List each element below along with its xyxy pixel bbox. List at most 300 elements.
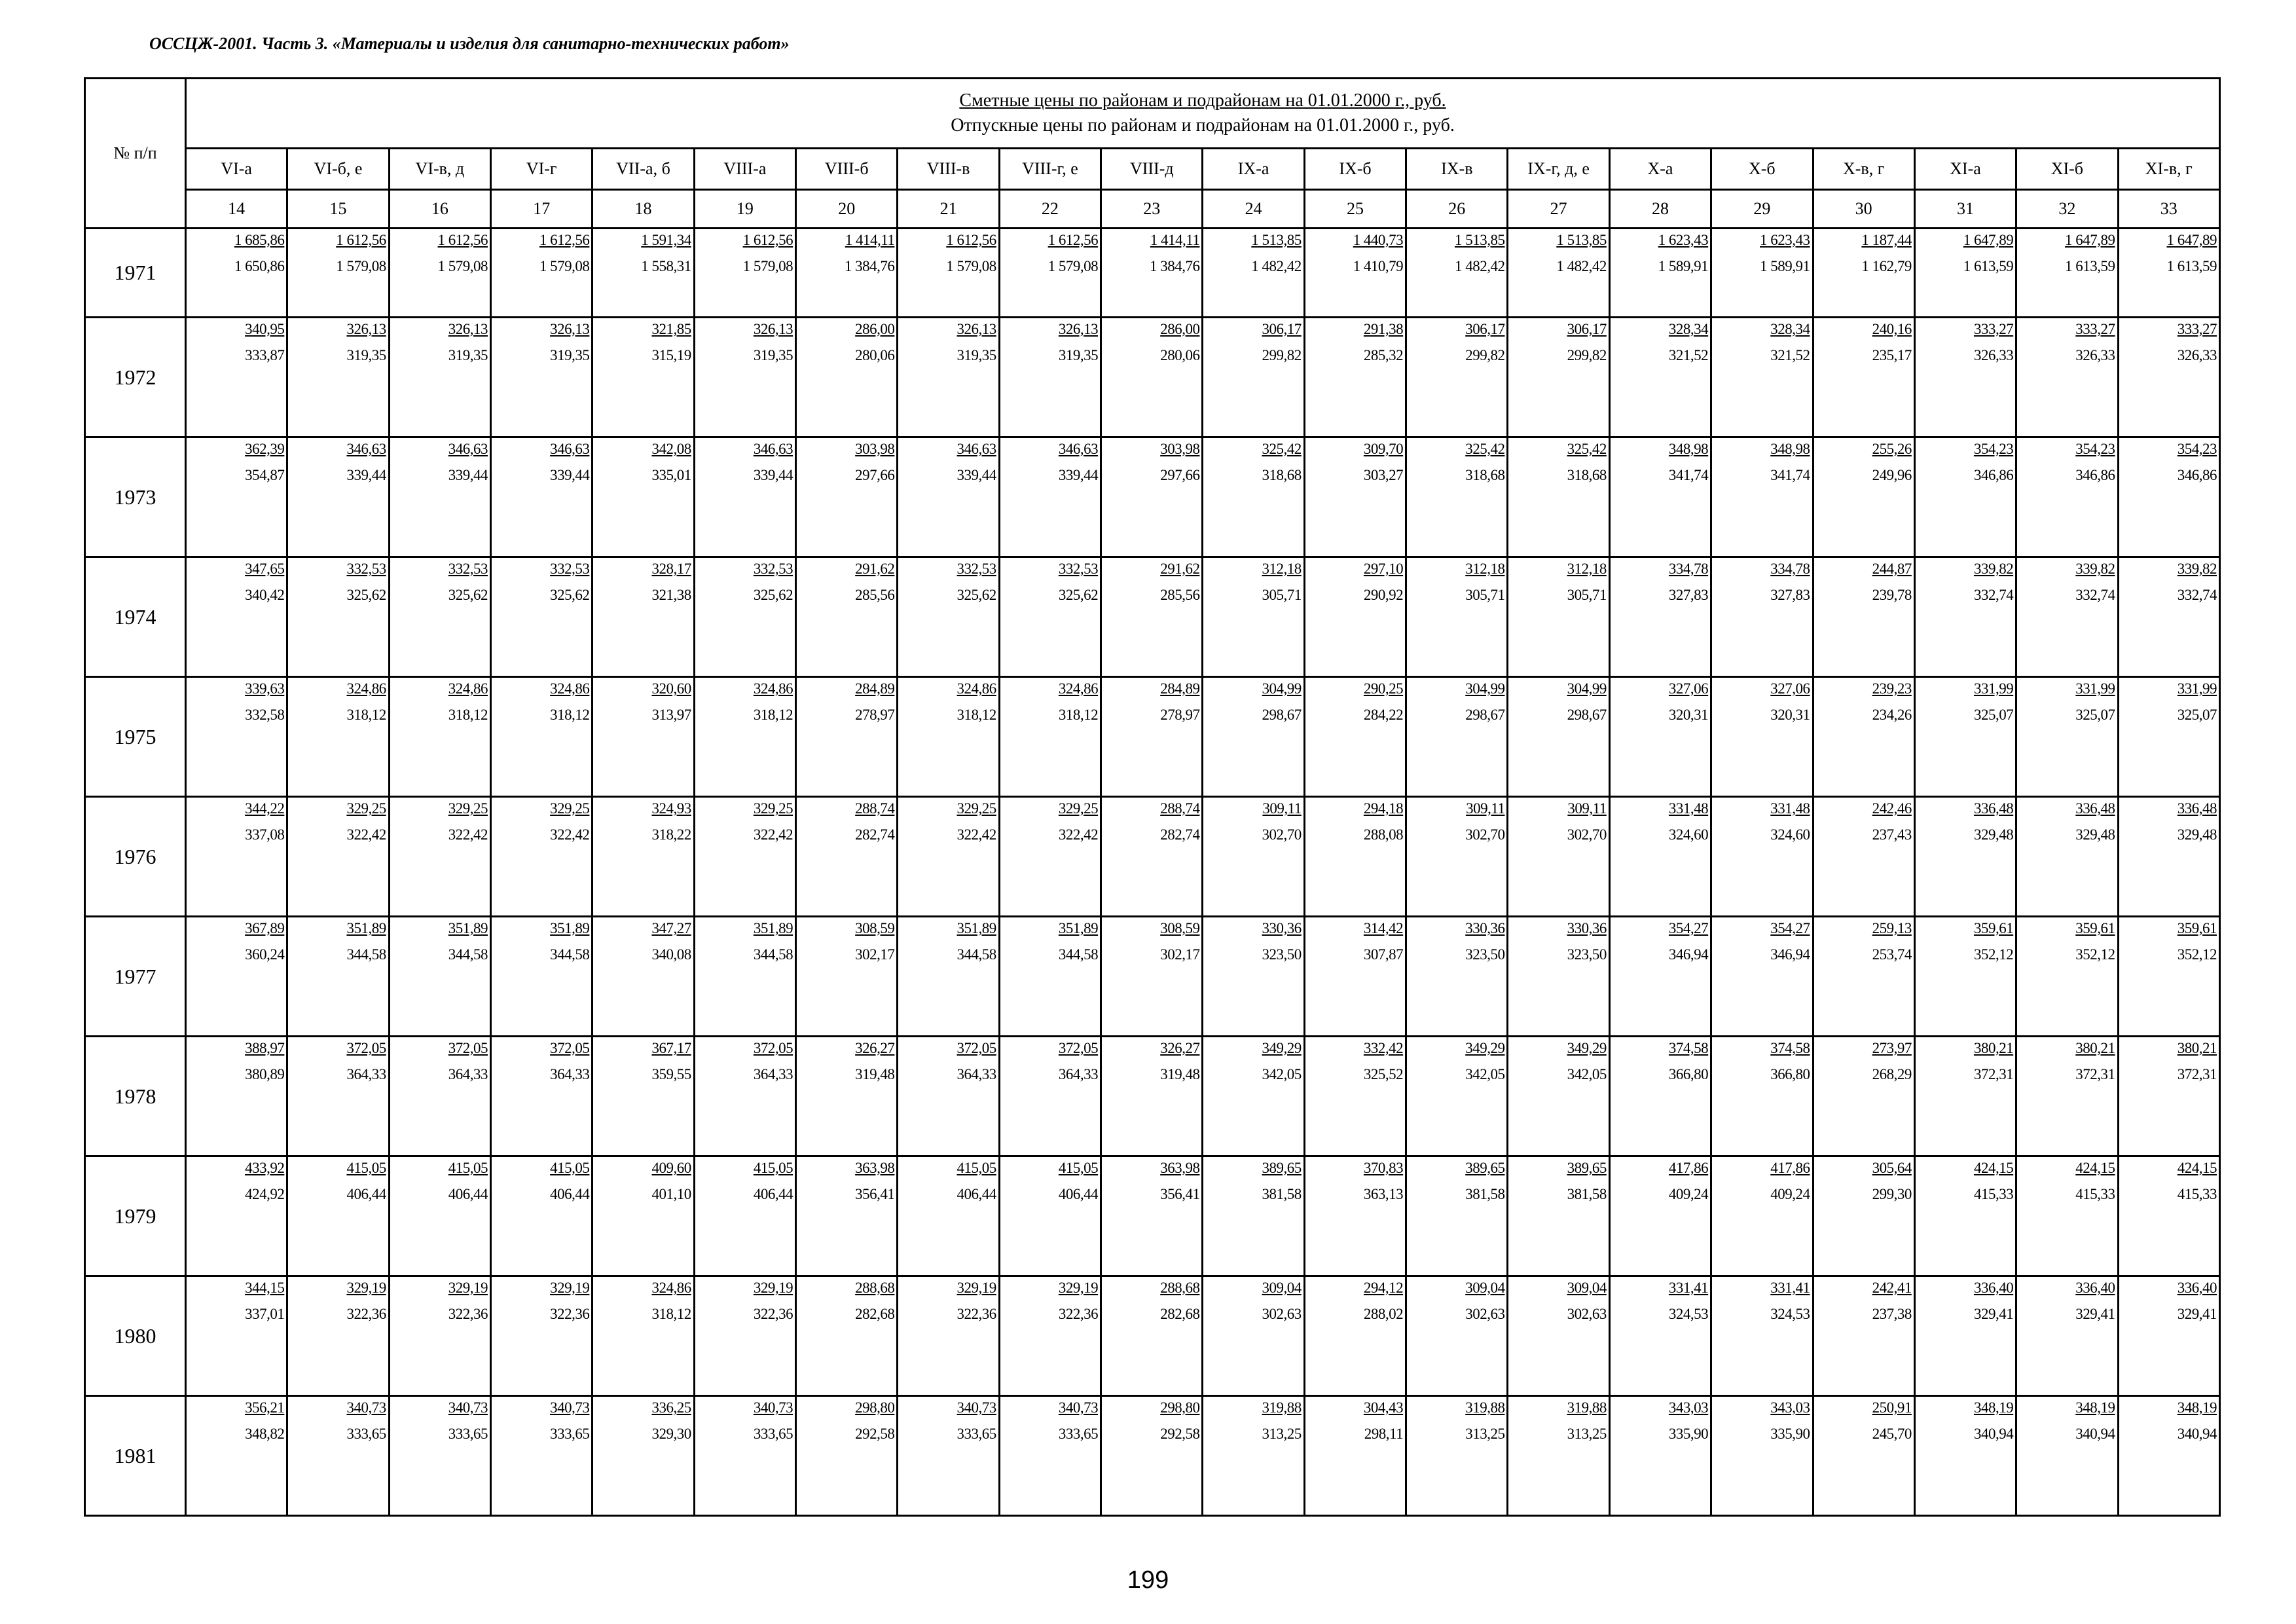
year-cell: 1979 [85, 1156, 186, 1276]
release-price: 302,63 [1262, 1306, 1302, 1322]
price-cell [1203, 1396, 1304, 1516]
price-cell [2118, 557, 2219, 677]
estimate-price: 312,18 [1262, 561, 1302, 577]
price-cell [1609, 1037, 1711, 1156]
release-price: 406,44 [753, 1186, 793, 1202]
release-price: 325,62 [1058, 587, 1099, 603]
release-price: 319,35 [448, 347, 488, 363]
column-number: 28 [1609, 190, 1711, 229]
price-cell [1711, 437, 1813, 557]
release-price: 298,67 [1465, 707, 1505, 723]
estimate-price: 294,12 [1363, 1280, 1404, 1296]
estimate-price: 372,05 [346, 1040, 386, 1056]
price-cell [1711, 917, 1813, 1037]
estimate-price: 305,64 [1872, 1160, 1912, 1176]
estimate-price: 346,63 [550, 441, 590, 457]
release-price: 401,10 [651, 1186, 691, 1202]
estimate-price: 349,29 [1465, 1040, 1505, 1056]
estimate-price: 303,98 [855, 441, 895, 457]
release-price: 235,17 [1872, 347, 1912, 363]
estimate-price: 325,42 [1567, 441, 1607, 457]
estimate-price: 319,88 [1262, 1399, 1302, 1416]
price-cell [1813, 437, 1914, 557]
price-cell [1203, 437, 1304, 557]
release-price: 288,08 [1363, 826, 1404, 843]
release-price: 359,55 [651, 1066, 691, 1082]
price-cell [2118, 1156, 2219, 1276]
estimate-price: 334,78 [1668, 561, 1709, 577]
price-cell [2016, 797, 2118, 917]
price-cell [1711, 1396, 1813, 1516]
estimate-price: 326,13 [753, 321, 793, 337]
estimate-price: 336,40 [2177, 1280, 2217, 1296]
price-cell [1101, 1396, 1203, 1516]
price-cell [186, 229, 287, 318]
estimate-price: 1 187,44 [1861, 232, 1912, 248]
price-cell [694, 318, 795, 437]
estimate-price: 372,05 [957, 1040, 996, 1056]
release-price: 299,30 [1872, 1186, 1912, 1202]
estimate-price: 329,25 [346, 800, 386, 817]
release-price: 333,65 [448, 1426, 488, 1442]
release-price: 333,65 [346, 1426, 386, 1442]
release-price: 321,38 [651, 587, 691, 603]
release-price: 339,44 [753, 467, 793, 483]
price-cell [796, 1396, 898, 1516]
release-price: 322,36 [1058, 1306, 1099, 1322]
price-cell [491, 1276, 592, 1396]
price-cell [389, 797, 490, 917]
estimate-price: 309,04 [1465, 1280, 1505, 1296]
estimate-price: 329,19 [448, 1280, 488, 1296]
price-cell [592, 1037, 694, 1156]
release-price: 342,05 [1262, 1066, 1302, 1082]
release-price: 364,33 [448, 1066, 488, 1082]
estimate-price: 309,04 [1567, 1280, 1607, 1296]
estimate-price: 1 647,89 [2166, 232, 2217, 248]
estimate-price: 1 414,11 [1150, 232, 1200, 248]
release-price: 406,44 [1058, 1186, 1099, 1202]
estimate-price: 291,62 [1160, 561, 1200, 577]
year-cell: 1981 [85, 1396, 186, 1516]
release-price: 1 482,42 [1556, 258, 1607, 274]
price-cell [1914, 677, 2016, 797]
price-cell [1406, 1396, 1508, 1516]
release-price: 278,97 [1160, 707, 1200, 723]
estimate-price: 348,98 [1668, 441, 1709, 457]
price-cell [1609, 318, 1711, 437]
estimate-price: 336,25 [651, 1399, 691, 1416]
price-cell [1508, 1276, 1609, 1396]
price-cell [1101, 318, 1203, 437]
estimate-price: 304,43 [1363, 1399, 1404, 1416]
release-price: 321,52 [1668, 347, 1709, 363]
estimate-price: 1 612,56 [437, 232, 488, 248]
column-number: 29 [1711, 190, 1813, 229]
price-cell [1406, 557, 1508, 677]
price-cell [898, 1276, 999, 1396]
estimate-price: 424,15 [1973, 1160, 2014, 1176]
estimate-price: 1 612,56 [742, 232, 793, 248]
estimate-price: 329,25 [448, 800, 488, 817]
price-cell [2016, 318, 2118, 437]
price-cell [694, 1156, 795, 1276]
estimate-price: 239,23 [1872, 680, 1912, 697]
price-cell [2118, 677, 2219, 797]
release-price: 406,44 [448, 1186, 488, 1202]
release-price: 322,42 [346, 826, 386, 843]
release-price: 337,08 [245, 826, 285, 843]
estimate-price: 288,74 [855, 800, 895, 817]
column-number: 23 [1101, 190, 1203, 229]
region-header: VIII-г, е [999, 149, 1101, 190]
estimate-price: 334,78 [1770, 561, 1810, 577]
price-cell [2016, 557, 2118, 677]
price-cell [389, 917, 490, 1037]
price-cell [694, 1037, 795, 1156]
table-row [85, 437, 2220, 557]
estimate-price: 388,97 [245, 1040, 285, 1056]
release-price: 325,62 [346, 587, 386, 603]
region-header: IX-а [1203, 149, 1304, 190]
release-price: 1 482,42 [1251, 258, 1302, 274]
estimate-price: 380,21 [2075, 1040, 2115, 1056]
price-cell [898, 229, 999, 318]
year-cell: 1973 [85, 437, 186, 557]
estimate-price: 351,89 [448, 920, 488, 936]
estimate-price: 389,65 [1465, 1160, 1505, 1176]
release-price: 324,60 [1668, 826, 1709, 843]
price-cell [2118, 917, 2219, 1037]
price-cell [2016, 1037, 2118, 1156]
price-cell [2118, 1276, 2219, 1396]
column-number: 15 [287, 190, 389, 229]
release-price: 313,97 [651, 707, 691, 723]
estimate-price: 1 414,11 [845, 232, 895, 248]
release-price: 325,62 [448, 587, 488, 603]
table-row [85, 1156, 2220, 1276]
price-cell [999, 557, 1101, 677]
year-cell: 1974 [85, 557, 186, 677]
price-cell [898, 1156, 999, 1276]
estimate-price: 284,89 [855, 680, 895, 697]
release-price: 409,24 [1770, 1186, 1810, 1202]
estimate-price: 415,05 [753, 1160, 793, 1176]
price-cell [999, 797, 1101, 917]
estimate-price: 319,88 [1567, 1399, 1607, 1416]
release-price: 1 579,08 [946, 258, 996, 274]
region-header: XI-а [1914, 149, 2016, 190]
release-price: 323,50 [1465, 946, 1505, 963]
estimate-price: 326,27 [1160, 1040, 1200, 1056]
release-price: 323,50 [1262, 946, 1302, 963]
release-price: 339,44 [550, 467, 590, 483]
price-cell [389, 1037, 490, 1156]
price-cell [999, 1156, 1101, 1276]
estimate-price: 374,58 [1668, 1040, 1709, 1056]
estimate-price: 331,48 [1770, 800, 1810, 817]
release-price: 415,33 [2177, 1186, 2217, 1202]
estimate-price: 415,05 [957, 1160, 996, 1176]
release-price: 346,86 [2075, 467, 2115, 483]
price-cell [1304, 229, 1406, 318]
estimate-price: 349,29 [1567, 1040, 1607, 1056]
price-cell [1101, 677, 1203, 797]
estimate-price: 354,27 [1668, 920, 1709, 936]
price-cell [1101, 797, 1203, 917]
release-price: 406,44 [550, 1186, 590, 1202]
price-cell [999, 1037, 1101, 1156]
release-price: 298,11 [1364, 1426, 1404, 1442]
release-price: 318,68 [1465, 467, 1505, 483]
estimate-price: 348,98 [1770, 441, 1810, 457]
estimate-price: 324,86 [753, 680, 793, 697]
region-header: X-а [1609, 149, 1711, 190]
release-price: 302,70 [1465, 826, 1505, 843]
release-price: 322,36 [346, 1306, 386, 1322]
release-price: 325,62 [550, 587, 590, 603]
estimate-price: 294,18 [1363, 800, 1404, 817]
price-cell [1914, 917, 2016, 1037]
column-number: 27 [1508, 190, 1609, 229]
estimate-price: 356,21 [245, 1399, 285, 1416]
estimate-price: 304,99 [1465, 680, 1505, 697]
estimate-price: 372,05 [753, 1040, 793, 1056]
price-cell [2118, 318, 2219, 437]
estimate-price: 351,89 [550, 920, 590, 936]
price-cell [186, 677, 287, 797]
release-price: 302,63 [1465, 1306, 1505, 1322]
release-price: 315,19 [651, 347, 691, 363]
table-row [85, 1037, 2220, 1156]
release-price: 323,50 [1567, 946, 1607, 963]
price-cell [1406, 1156, 1508, 1276]
release-price: 313,25 [1262, 1426, 1302, 1442]
price-cell [898, 557, 999, 677]
release-price: 344,58 [550, 946, 590, 963]
estimate-price: 1 513,85 [1454, 232, 1505, 248]
estimate-price: 331,99 [1973, 680, 2014, 697]
price-cell [796, 229, 898, 318]
release-price: 318,12 [1058, 707, 1099, 723]
release-price: 381,58 [1262, 1186, 1302, 1202]
price-cell [1508, 229, 1609, 318]
price-cell [1609, 229, 1711, 318]
table-row [85, 677, 2220, 797]
estimate-price: 328,17 [651, 561, 691, 577]
region-header: VIII-б [796, 149, 898, 190]
estimate-price: 336,48 [2075, 800, 2115, 817]
year-cell: 1971 [85, 229, 186, 318]
column-number: 21 [898, 190, 999, 229]
release-price: 318,12 [651, 1306, 691, 1322]
price-cell [1203, 797, 1304, 917]
estimate-price: 339,82 [2075, 561, 2115, 577]
release-price: 313,25 [1465, 1426, 1505, 1442]
price-cell [491, 1037, 592, 1156]
column-number: 24 [1203, 190, 1304, 229]
release-price: 313,25 [1567, 1426, 1607, 1442]
estimate-price: 324,86 [346, 680, 386, 697]
price-cell [287, 677, 389, 797]
release-price: 285,32 [1363, 347, 1404, 363]
price-cell [1609, 437, 1711, 557]
release-price: 319,48 [1160, 1066, 1200, 1082]
estimate-price: 326,13 [1058, 321, 1099, 337]
estimate-price: 359,61 [2075, 920, 2115, 936]
release-price: 406,44 [957, 1186, 996, 1202]
estimate-price: 340,73 [550, 1399, 590, 1416]
estimate-price: 312,18 [1465, 561, 1505, 577]
price-cell [1508, 1396, 1609, 1516]
release-price: 335,01 [651, 467, 691, 483]
estimate-price: 291,62 [855, 561, 895, 577]
release-price: 320,31 [1770, 707, 1810, 723]
table-row [85, 557, 2220, 677]
release-price: 318,68 [1567, 467, 1607, 483]
price-cell [1304, 437, 1406, 557]
estimate-price: 331,41 [1668, 1280, 1709, 1296]
region-header: VI-а [186, 149, 287, 190]
price-cell [1914, 797, 2016, 917]
price-cell [592, 917, 694, 1037]
price-cell [2118, 437, 2219, 557]
release-price: 305,71 [1262, 587, 1302, 603]
region-header: X-в, г [1813, 149, 1914, 190]
price-cell [2118, 797, 2219, 917]
estimate-price: 348,19 [2075, 1399, 2115, 1416]
estimate-price: 332,53 [448, 561, 488, 577]
release-price: 278,97 [855, 707, 895, 723]
release-price: 381,58 [1465, 1186, 1505, 1202]
estimate-price: 336,40 [2075, 1280, 2115, 1296]
estimate-price: 363,98 [1160, 1160, 1200, 1176]
estimate-price: 372,05 [1058, 1040, 1099, 1056]
estimate-price: 415,05 [550, 1160, 590, 1176]
price-cell [186, 1156, 287, 1276]
price-cell [491, 229, 592, 318]
estimate-price: 351,89 [753, 920, 793, 936]
price-cell [1508, 797, 1609, 917]
release-price: 318,68 [1262, 467, 1302, 483]
table-row [85, 797, 2220, 917]
release-price: 366,80 [1770, 1066, 1810, 1082]
release-price: 320,31 [1668, 707, 1709, 723]
release-price: 356,41 [1160, 1186, 1200, 1202]
release-price: 234,26 [1872, 707, 1912, 723]
estimate-price: 1 623,43 [1658, 232, 1709, 248]
release-price: 348,82 [245, 1426, 285, 1442]
release-price: 339,44 [1058, 467, 1099, 483]
price-cell [1406, 229, 1508, 318]
price-cell [186, 318, 287, 437]
estimate-price: 330,36 [1567, 920, 1607, 936]
estimate-price: 327,06 [1770, 680, 1810, 697]
release-price: 318,22 [651, 826, 691, 843]
release-price: 307,87 [1363, 946, 1404, 963]
estimate-price: 326,13 [957, 321, 996, 337]
estimate-price: 354,23 [2177, 441, 2217, 457]
price-cell [999, 917, 1101, 1037]
release-price: 1 613,59 [2065, 258, 2115, 274]
estimate-price: 346,63 [346, 441, 386, 457]
price-cell [2016, 1396, 2118, 1516]
estimate-price: 351,89 [957, 920, 996, 936]
release-price: 380,89 [245, 1066, 285, 1082]
release-price: 325,07 [2177, 707, 2217, 723]
price-cell [1304, 1396, 1406, 1516]
estimate-price: 329,25 [550, 800, 590, 817]
estimate-price: 1 513,85 [1556, 232, 1607, 248]
estimate-price: 372,05 [448, 1040, 488, 1056]
price-cell [1203, 677, 1304, 797]
price-cell [1914, 1156, 2016, 1276]
release-price: 409,24 [1668, 1186, 1709, 1202]
price-cell [2016, 677, 2118, 797]
column-number-row [85, 190, 2220, 229]
price-cell [1101, 557, 1203, 677]
price-cell [287, 797, 389, 917]
release-price: 322,42 [448, 826, 488, 843]
release-price: 340,94 [1973, 1426, 2014, 1442]
estimate-price: 424,15 [2075, 1160, 2115, 1176]
release-price: 322,42 [550, 826, 590, 843]
estimate-price: 349,29 [1262, 1040, 1302, 1056]
release-price: 364,33 [550, 1066, 590, 1082]
price-cell [2118, 229, 2219, 318]
release-price: 344,58 [1058, 946, 1099, 963]
estimate-price: 329,19 [753, 1280, 793, 1296]
estimate-price: 331,41 [1770, 1280, 1810, 1296]
estimate-price: 255,26 [1872, 441, 1912, 457]
release-price: 298,67 [1567, 707, 1607, 723]
price-cell [1304, 1156, 1406, 1276]
column-number: 26 [1406, 190, 1508, 229]
estimate-price: 1 685,86 [234, 232, 285, 248]
price-cell [2016, 437, 2118, 557]
estimate-price: 286,00 [1160, 321, 1200, 337]
estimate-price: 324,86 [448, 680, 488, 697]
price-cell [389, 557, 490, 677]
column-number: 30 [1813, 190, 1914, 229]
estimate-price: 288,68 [1160, 1280, 1200, 1296]
release-price: 1 589,91 [1760, 258, 1810, 274]
estimate-price: 329,19 [957, 1280, 996, 1296]
estimate-price: 308,59 [855, 920, 895, 936]
release-price: 324,53 [1668, 1306, 1709, 1322]
estimate-price: 333,27 [1973, 321, 2014, 337]
price-cell [1813, 229, 1914, 318]
price-cell [186, 1396, 287, 1516]
estimate-price: 242,41 [1872, 1280, 1912, 1296]
release-price: 1 579,08 [742, 258, 793, 274]
estimate-price: 1 612,56 [946, 232, 996, 248]
price-cell [1914, 229, 2016, 318]
region-header: XI-б [2016, 149, 2118, 190]
release-price: 329,48 [2075, 826, 2115, 843]
release-price: 344,58 [448, 946, 488, 963]
release-price: 1 579,08 [539, 258, 590, 274]
estimate-price: 346,63 [753, 441, 793, 457]
year-cell: 1977 [85, 917, 186, 1037]
release-price: 1 579,08 [1048, 258, 1099, 274]
release-price: 282,68 [855, 1306, 895, 1322]
estimate-price: 348,19 [2177, 1399, 2217, 1416]
price-cell [592, 557, 694, 677]
release-price: 406,44 [346, 1186, 386, 1202]
column-number: 32 [2016, 190, 2118, 229]
year-cell: 1976 [85, 797, 186, 917]
